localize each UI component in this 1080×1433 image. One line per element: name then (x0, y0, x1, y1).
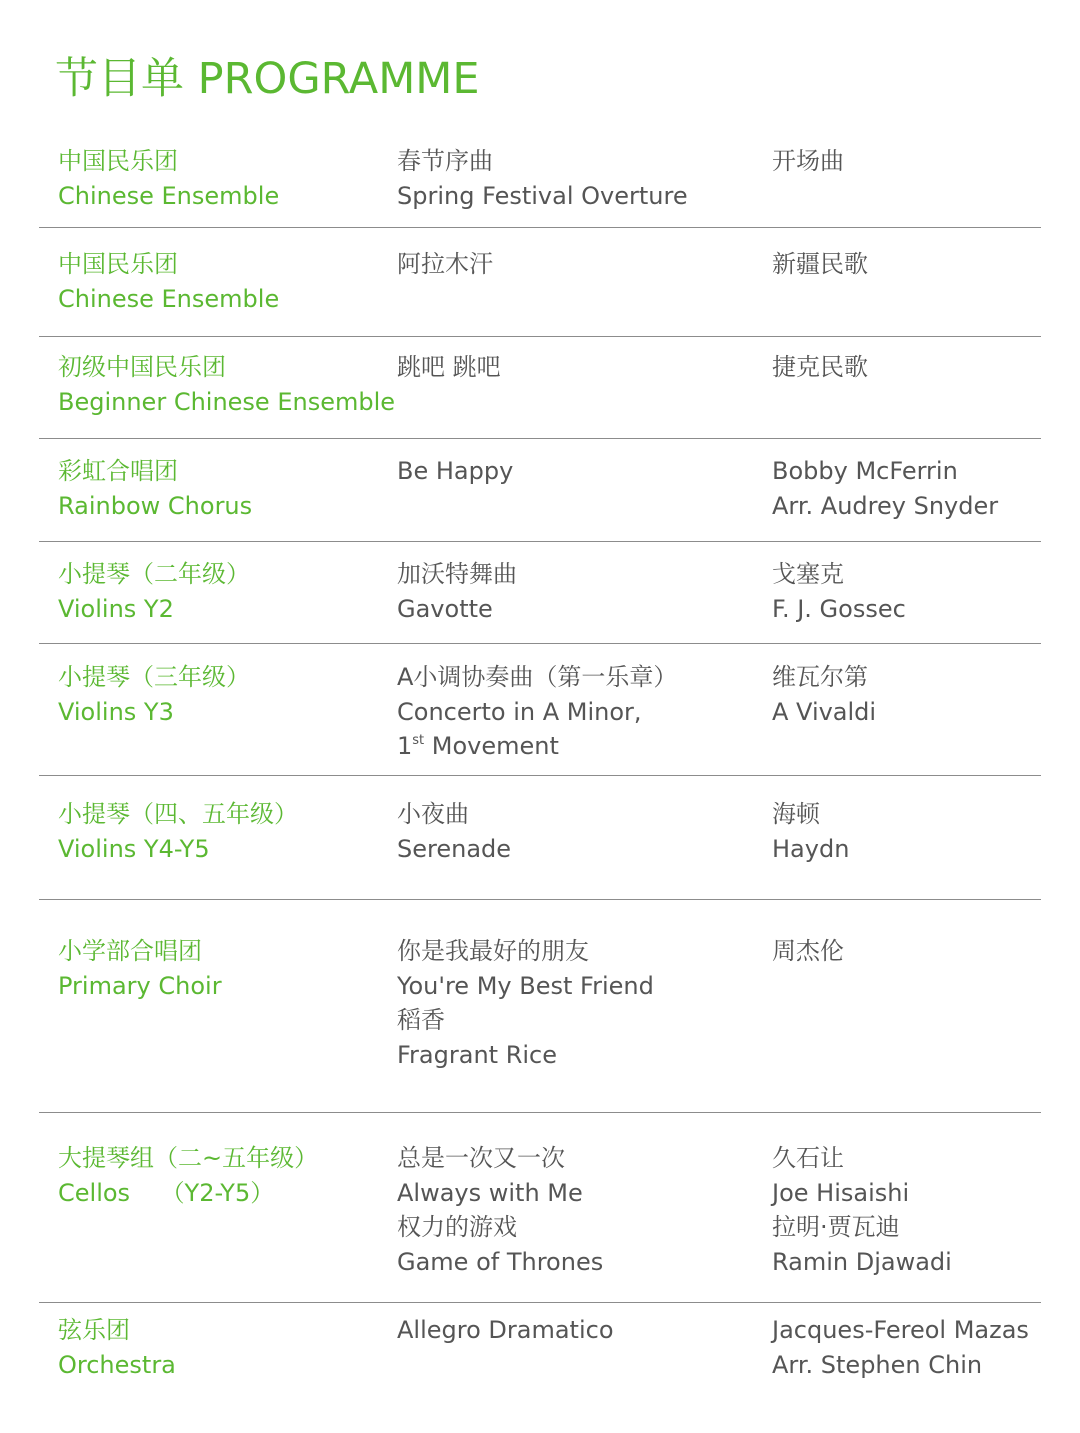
performer-name-en: Rainbow Chorus (58, 491, 253, 520)
composer-name-zh: 海顿 (772, 800, 820, 828)
piece-cell (397, 934, 654, 1072)
performer-cell (58, 247, 279, 316)
row-divider (39, 643, 1041, 644)
performer-cell (58, 934, 222, 1003)
movement-label: Movement (424, 732, 559, 760)
composer-name-zh: 戈塞克 (772, 560, 844, 588)
performer-cell (58, 350, 395, 419)
composer-cell (772, 1141, 952, 1279)
composer-name-zh: 维瓦尔第 (772, 663, 868, 691)
composer-name-zh: 久石让 (772, 1144, 844, 1172)
performer-cell (58, 1141, 318, 1210)
piece-title-en: You're My Best Friend (397, 971, 654, 1000)
composer-cell (772, 144, 844, 179)
piece-title-zh: 总是一次又一次 (397, 1144, 565, 1172)
row-divider (39, 775, 1041, 776)
performer-cell (58, 1313, 176, 1382)
composer-cell (772, 557, 906, 626)
performer-name-en: Orchestra (58, 1350, 176, 1379)
performer-name-zh: 小学部合唱团 (58, 937, 202, 965)
composer-name: Jacques-Fereol Mazas (772, 1316, 1029, 1344)
piece-title-en: Gavotte (397, 594, 493, 623)
composer-cell (772, 1313, 1029, 1382)
composer-name-en: F. J. Gossec (772, 594, 906, 623)
performer-cell (58, 797, 298, 866)
performer-name-zh: 弦乐团 (58, 1316, 130, 1344)
piece-cell (397, 797, 511, 866)
composer-cell (772, 660, 876, 729)
piece-title-en: Allegro Dramatico (397, 1316, 614, 1344)
arranger-name: Arr. Stephen Chin (772, 1350, 983, 1379)
piece-cell (397, 557, 517, 626)
performer-name-en: Violins Y3 (58, 697, 174, 726)
composer-name: Bobby McFerrin (772, 457, 958, 485)
piece-title-en: Spring Festival Overture (397, 181, 688, 210)
row-divider (39, 336, 1041, 337)
piece-title-zh: 春节序曲 (397, 147, 493, 175)
piece-title-zh: 权力的游戏 (397, 1213, 517, 1241)
performer-name-zh: 中国民乐团 (58, 250, 178, 278)
page-title: 节目单 PROGRAMME (55, 54, 480, 104)
performer-name-en: Primary Choir (58, 971, 222, 1000)
row-divider (39, 899, 1041, 900)
performer-cell (58, 557, 250, 626)
row-divider (39, 541, 1041, 542)
row-divider (39, 438, 1041, 439)
composer-name: 捷克民歌 (772, 353, 868, 381)
performer-cell (58, 144, 279, 213)
piece-title-zh: 阿拉木汗 (397, 250, 493, 278)
piece-title-zh: 跳吧 跳吧 (397, 353, 501, 381)
performer-name-zh: 彩虹合唱团 (58, 457, 178, 485)
piece-title-en: Fragrant Rice (397, 1040, 557, 1069)
performer-name-en: Violins Y4-Y5 (58, 834, 210, 863)
piece-cell (397, 1313, 614, 1348)
piece-title-zh: 稻香 (397, 1006, 445, 1034)
piece-cell (397, 660, 677, 764)
performer-name-en: Beginner Chinese Ensemble (58, 387, 396, 416)
performer-name-zh: 初级中国民乐团 (58, 353, 226, 381)
performer-name-zh: 大提琴组（二~五年级） (58, 1144, 319, 1172)
performer-name-en: Chinese Ensemble (58, 284, 280, 313)
composer-name-en: Ramin Djawadi (772, 1247, 952, 1276)
piece-title-en: Game of Thrones (397, 1247, 604, 1276)
composer-cell (772, 247, 868, 282)
composer-cell (772, 350, 868, 385)
performer-name-zh: 小提琴（三年级） (58, 663, 250, 691)
composer-cell (772, 797, 849, 866)
composer-name: 开场曲 (772, 147, 844, 175)
piece-cell (397, 144, 688, 213)
piece-movement (397, 729, 677, 764)
piece-title-zh: A小调协奏曲（第一乐章） (397, 663, 678, 691)
composer-name-en: Joe Hisaishi (772, 1178, 910, 1207)
piece-title-zh: 小夜曲 (397, 800, 469, 828)
movement-ordinal-suffix: st (412, 733, 425, 748)
arranger-name: Arr. Audrey Snyder (772, 491, 999, 520)
piece-title-zh: 加沃特舞曲 (397, 560, 517, 588)
row-divider (39, 227, 1041, 228)
composer-name-en: Haydn (772, 834, 850, 863)
piece-title-en: Serenade (397, 834, 512, 863)
performer-name-en: Violins Y2 (58, 594, 174, 623)
performer-name-en: Cellos （Y2-Y5） (58, 1178, 275, 1207)
piece-title-en: Concerto in A Minor, (397, 697, 642, 726)
row-divider (39, 1112, 1041, 1113)
piece-cell (397, 1141, 603, 1279)
movement-number: 1 (397, 732, 413, 760)
composer-cell (772, 454, 998, 523)
piece-cell (397, 350, 501, 385)
performer-name-zh: 小提琴（二年级） (58, 560, 250, 588)
row-divider (39, 1302, 1041, 1303)
composer-name: 新疆民歌 (772, 250, 868, 278)
performer-cell (58, 660, 250, 729)
piece-cell (397, 247, 493, 282)
piece-title-en: Always with Me (397, 1178, 583, 1207)
composer-name-en: A Vivaldi (772, 697, 877, 726)
piece-title-zh: 你是我最好的朋友 (397, 937, 589, 965)
performer-cell (58, 454, 252, 523)
composer-name-zh: 周杰伦 (772, 937, 844, 965)
composer-cell (772, 934, 844, 969)
piece-title-en: Be Happy (397, 457, 514, 485)
performer-name-en: Chinese Ensemble (58, 181, 280, 210)
composer-name-zh: 拉明·贾瓦迪 (772, 1213, 900, 1241)
piece-cell (397, 454, 513, 489)
performer-name-zh: 中国民乐团 (58, 147, 178, 175)
performer-name-zh: 小提琴（四、五年级） (58, 800, 298, 828)
